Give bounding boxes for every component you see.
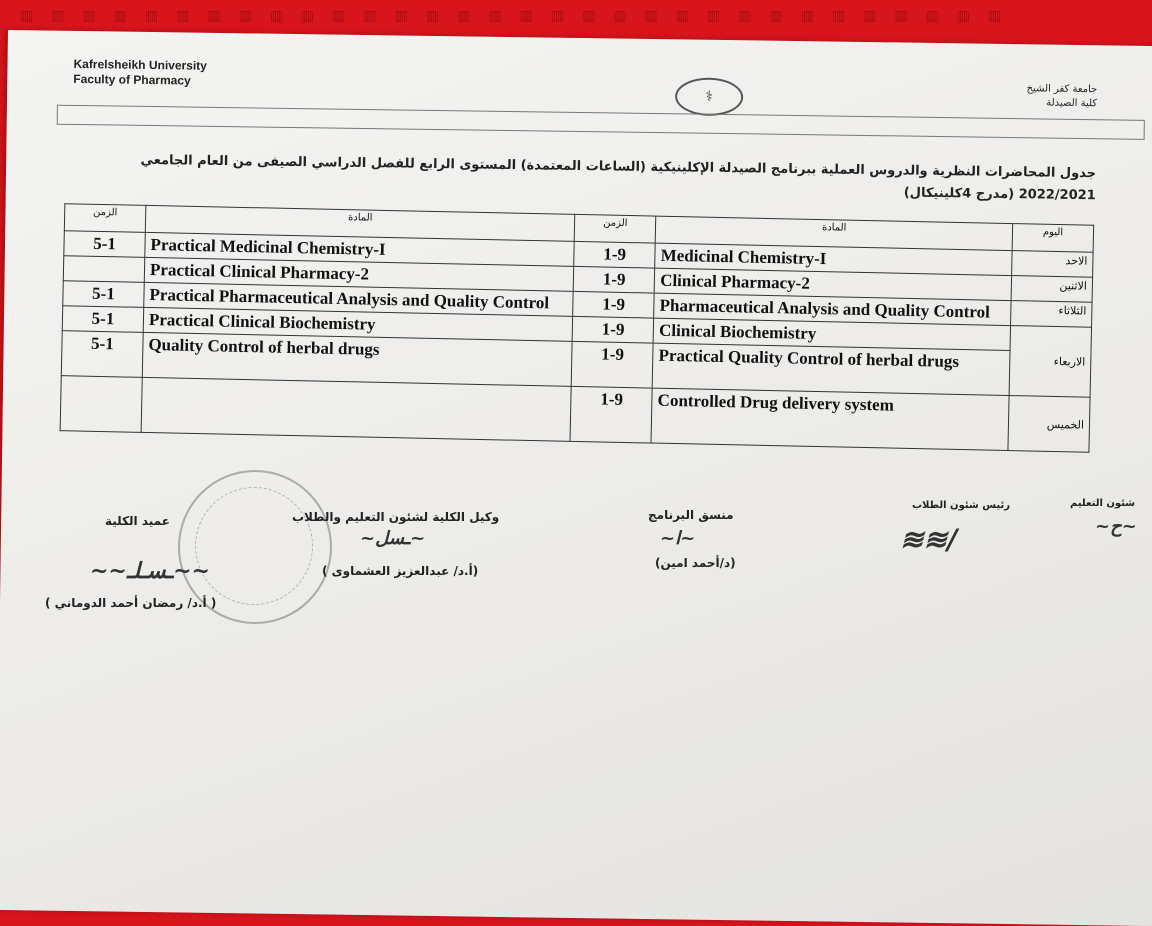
- vice-dean-label: وكيل الكلية لشئون التعليم والطلاب: [292, 510, 500, 524]
- subject-cell: Clinical Pharmacy-2: [654, 268, 1011, 300]
- day-cell: الثلاثاء: [1011, 301, 1093, 328]
- time-cell: 5-1: [61, 331, 143, 378]
- time-cell: 1-9: [572, 316, 654, 343]
- background-pattern: ▥▥▥▥▥▥▥▥▥▥▥▥▥▥▥▥▥▥▥▥▥▥▥▥▥▥▥▥▥▥▥▥: [20, 8, 1020, 24]
- header-divider: [57, 105, 1145, 140]
- day-cell: الاثنين: [1011, 276, 1093, 303]
- time-cell: 1-9: [573, 266, 655, 293]
- subject-cell: Practical Quality Control of herbal drugs: [652, 343, 1010, 395]
- header-left: [73, 57, 207, 89]
- title-line-1: جدول المحاضرات النظرية والدروس العملية ببرنامج الصيدلة الإكلينيكية (الساعات المعتمدة) المستوى الرابع للفصل الدراسي الصيفى من العام الجامعي: [140, 152, 1097, 182]
- day-cell: الاربعاء: [1009, 326, 1091, 398]
- day-cell: الاحد: [1012, 251, 1094, 278]
- header-subject-2: المادة: [145, 205, 575, 241]
- schedule-title: [136, 150, 1097, 207]
- vice-dean-signature: ~ـسل~: [360, 528, 426, 549]
- university-logo-icon: ⚕: [675, 77, 744, 116]
- subject-cell: Clinical Biochemistry: [653, 318, 1010, 350]
- title-line-2: 2022/2021 (مدرج 4كلينيكال): [903, 185, 1096, 204]
- dean-label: عميد الكلية: [105, 514, 170, 528]
- dean-signature: ~~ـسـلـ~~: [90, 558, 210, 584]
- dean-name: ( أ.د/ رمضان أحمد الدوماني ): [45, 596, 217, 610]
- subject-cell: Pharmaceutical Analysis and Quality Control: [654, 293, 1011, 325]
- university-name-en: Kafrelsheikh University: [73, 56, 208, 73]
- header-time-1: الزمن: [574, 214, 656, 243]
- signatures-section: [0, 478, 1152, 638]
- header-day: اليوم: [1012, 224, 1094, 253]
- time-cell: 1-9: [574, 241, 656, 268]
- header-subject-1: المادة: [655, 216, 1012, 250]
- subject-cell: Controlled Drug delivery system: [651, 388, 1009, 450]
- time-cell: 1-9: [573, 291, 655, 318]
- subject-cell: Quality Control of herbal drugs: [142, 332, 572, 386]
- time-cell: 5-1: [63, 281, 145, 308]
- university-name-ar: جامعة كفر الشيخ: [1026, 83, 1098, 96]
- header-right: [997, 82, 1097, 111]
- student-affairs-signature: ≋≋/: [900, 523, 958, 556]
- subject-cell: Practical Medicinal Chemistry-I: [145, 232, 575, 266]
- faculty-name-ar: كلية الصيدلة: [1046, 97, 1098, 110]
- vice-dean-name: (أ.د/ عبدالعزيز العشماوى ): [322, 564, 479, 578]
- education-affairs-label: شئون التعليم: [1070, 498, 1136, 509]
- program-coordinator-signature: ~ا~: [660, 528, 696, 549]
- header-time-2: الزمن: [64, 204, 146, 233]
- subject-cell: Medicinal Chemistry-I: [655, 243, 1012, 275]
- subject-cell: Practical Pharmaceutical Analysis and Quality Control: [144, 282, 574, 316]
- subject-cell: Practical Clinical Pharmacy-2: [144, 257, 574, 291]
- time-cell: 1-9: [571, 341, 653, 388]
- subject-cell: [141, 377, 571, 441]
- subject-cell: Practical Clinical Biochemistry: [143, 307, 573, 341]
- time-cell: [60, 376, 142, 433]
- program-coordinator-label: منسق البرنامج: [648, 508, 734, 522]
- education-affairs-signature: ~ح~: [1095, 516, 1137, 537]
- program-coordinator-name: (د/أحمد امين): [655, 556, 736, 570]
- time-cell: 1-9: [570, 386, 652, 443]
- day-cell: الخميس: [1008, 396, 1090, 453]
- time-cell: [63, 256, 145, 283]
- schedule-table: [60, 203, 1095, 453]
- time-cell: 5-1: [64, 231, 146, 258]
- time-cell: 5-1: [62, 306, 144, 333]
- faculty-name-en: Faculty of Pharmacy: [73, 71, 191, 88]
- student-affairs-head-label: رئيس شئون الطلاب: [912, 500, 1010, 511]
